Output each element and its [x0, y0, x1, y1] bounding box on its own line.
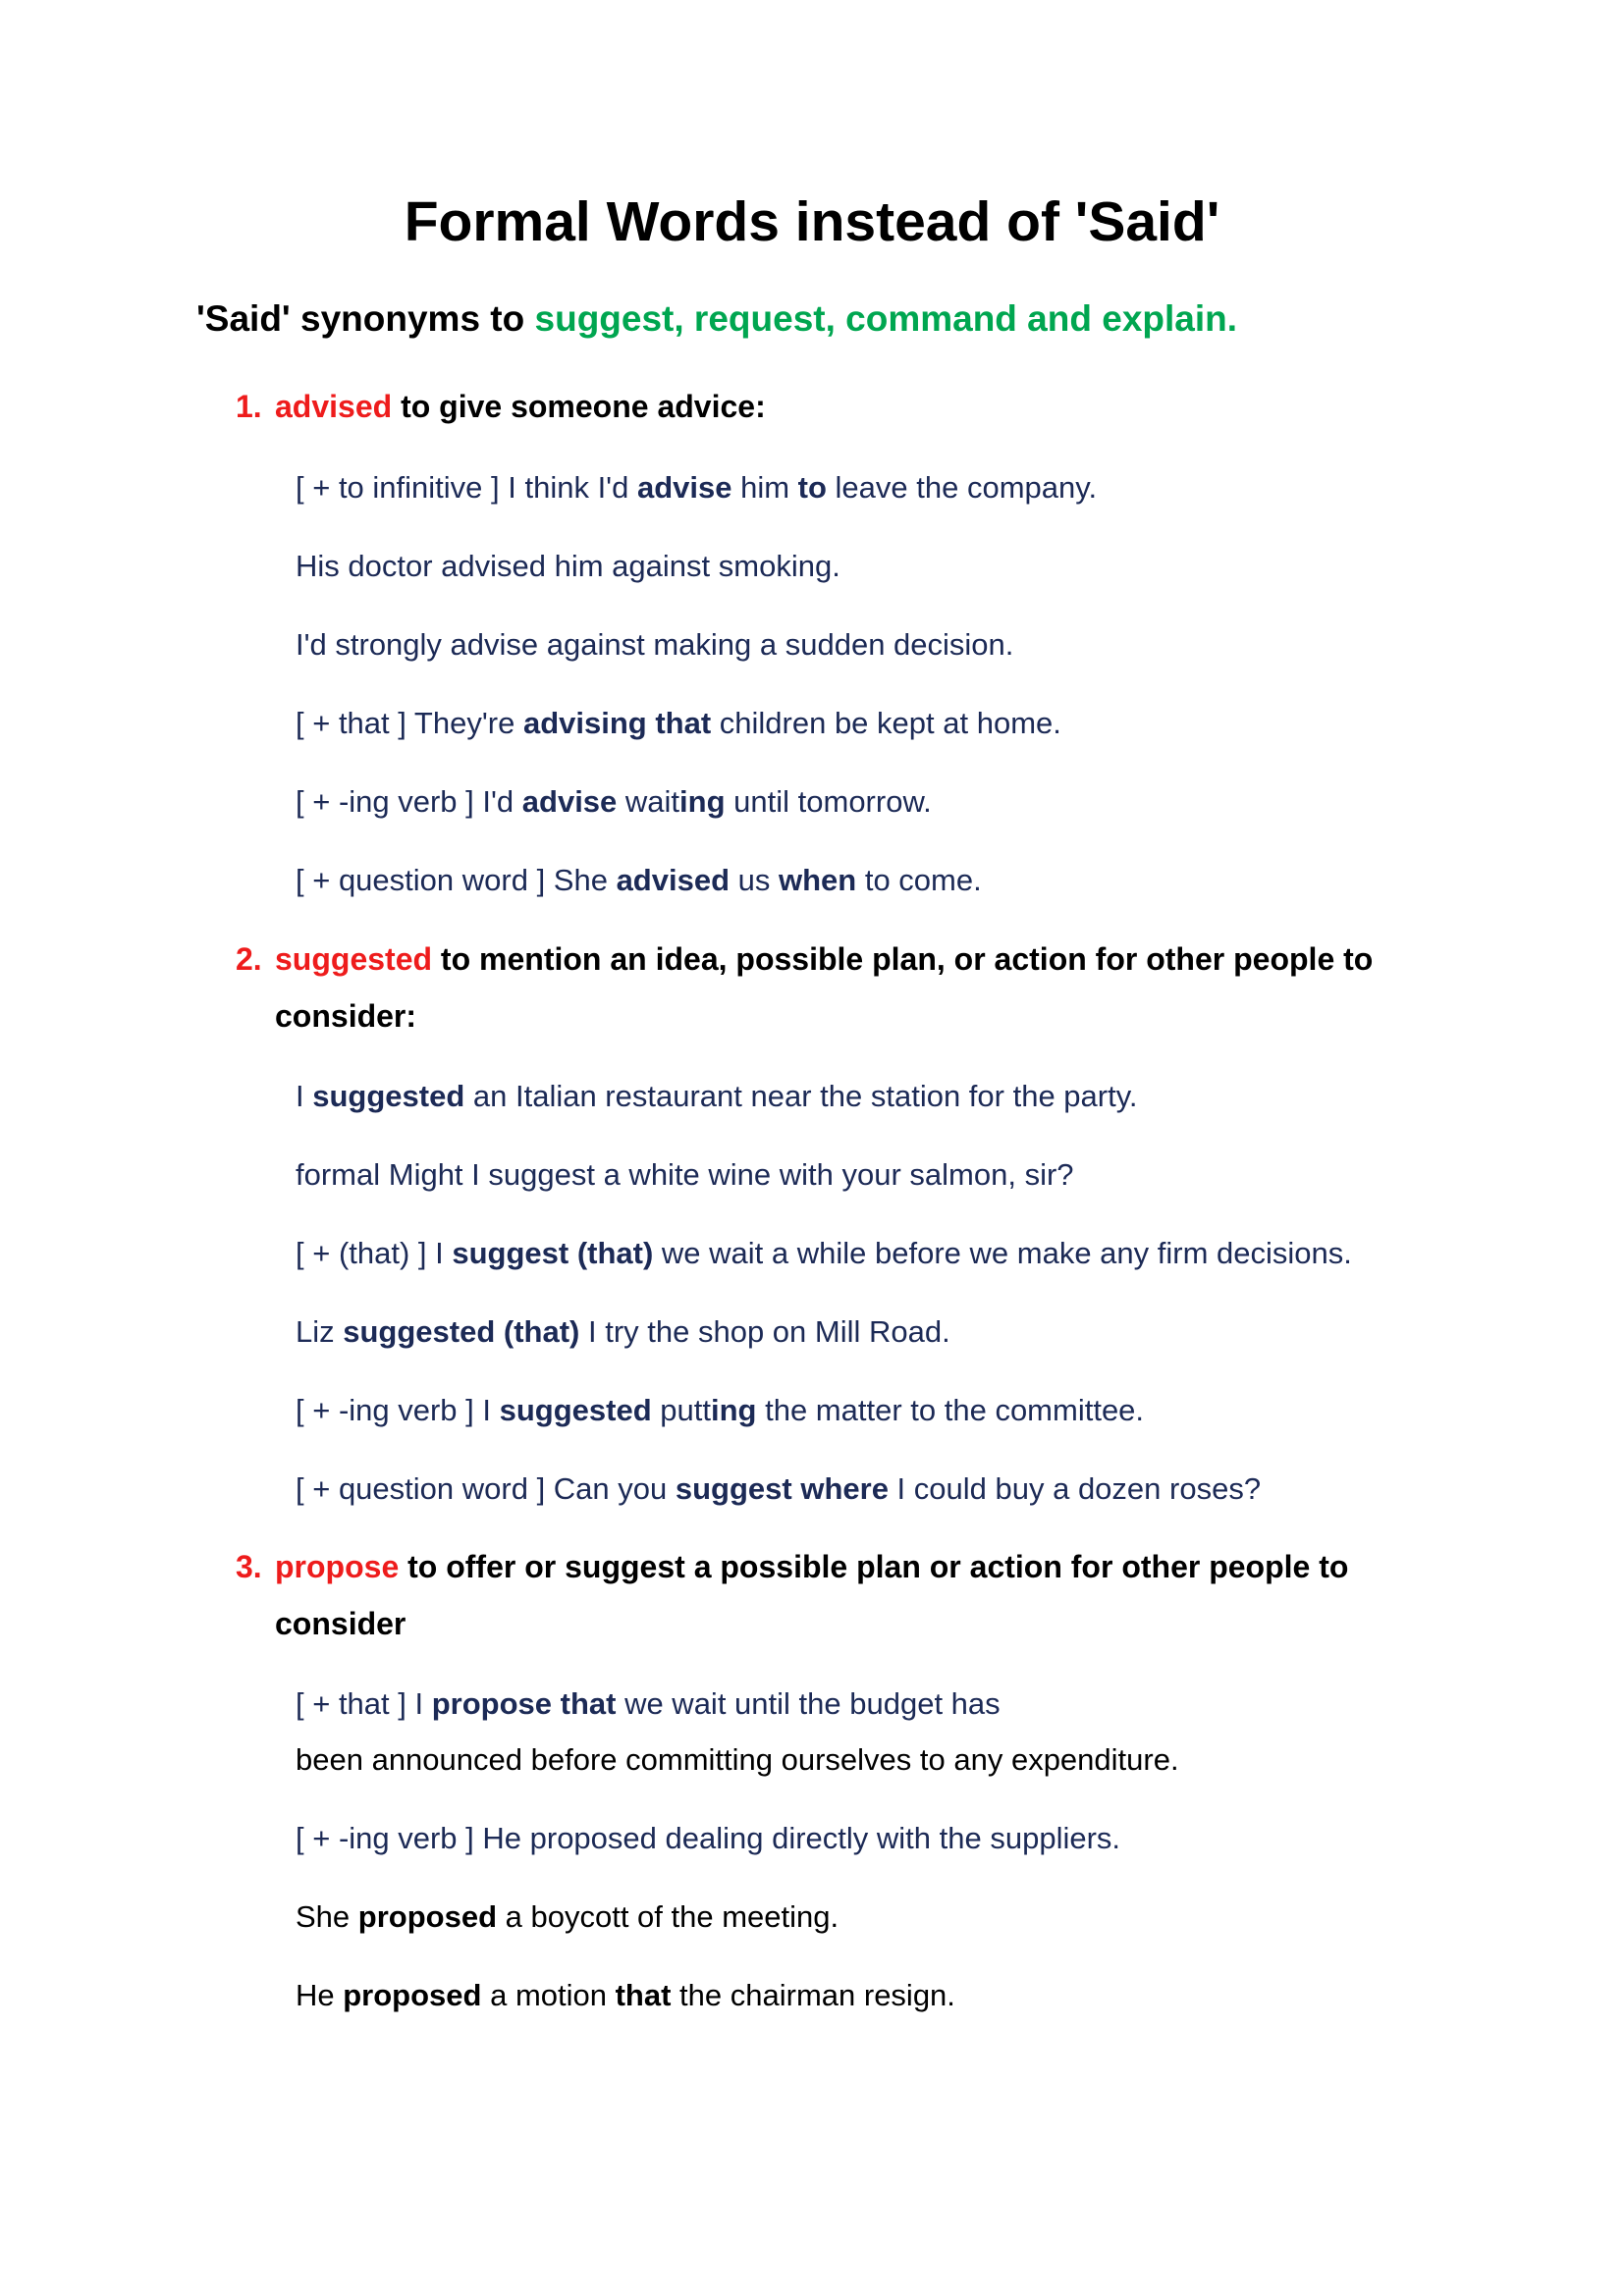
example-line: [ + -ing verb ] He proposed dealing directly with the suppliers. — [296, 1821, 1121, 1855]
entry-number: 1. — [236, 389, 262, 424]
subtitle-highlight: suggest, request, command and explain. — [534, 298, 1238, 339]
entry-heading-advised — [236, 378, 1443, 435]
entry-definition: to mention an idea, possible plan, or action for other people to — [440, 941, 1374, 977]
entry-word: advised — [275, 389, 393, 424]
entry-word: propose — [275, 1549, 400, 1584]
example-line: She proposed a boycott of the meeting. — [296, 1899, 839, 1934]
example-line: [ + question word ] She advised us when to come. — [296, 863, 982, 897]
example-line: [ + that ] They're advising that children be kept at home. — [296, 706, 1061, 740]
example-line: [ + -ing verb ] I suggested putting the matter to the committee. — [296, 1393, 1145, 1427]
entry-word: suggested — [275, 941, 433, 977]
example-line: been announced before committing ourselves to any expenditure. — [296, 1742, 1179, 1777]
entry-definition-continued: consider — [275, 1606, 406, 1641]
example-line: [ + question word ] Can you suggest where I could buy a dozen roses? — [296, 1471, 1262, 1506]
example-line: I suggested an Italian restaurant near the station for the party. — [296, 1079, 1138, 1113]
example-line: [ + -ing verb ] I'd advise waiting until tomorrow. — [296, 784, 932, 819]
entry-heading-suggested — [236, 931, 1443, 1044]
example-line: His doctor advised him against smoking. — [296, 549, 840, 583]
example-line: formal Might I suggest a white wine with your salmon, sir? — [296, 1157, 1074, 1192]
entry-heading-propose — [236, 1538, 1443, 1652]
entry-number: 2. — [236, 941, 262, 977]
entry-definition: to offer or suggest a possible plan or action for other people to — [407, 1549, 1349, 1584]
entry-definition: to give someone advice: — [401, 389, 766, 424]
subtitle-prefix: 'Said' synonyms to — [196, 298, 535, 339]
entry-number: 3. — [236, 1549, 262, 1584]
example-line: Liz suggested (that) I try the shop on Mill Road. — [296, 1314, 950, 1349]
example-line: [ + to infinitive ] I think I'd advise him to leave the company. — [296, 470, 1098, 505]
example-line: I'd strongly advise against making a sudden decision. — [296, 627, 1014, 662]
example-line: He proposed a motion that the chairman resign. — [296, 1978, 955, 2012]
entry-definition-continued: consider: — [275, 998, 417, 1034]
page-title: Formal Words instead of 'Said' — [404, 190, 1220, 253]
example-line: [ + (that) ] I suggest (that) we wait a while before we make any firm decisions. — [296, 1236, 1352, 1270]
example-line: [ + that ] I propose that we wait until the budget has — [296, 1686, 1001, 1721]
subtitle — [196, 297, 1237, 341]
